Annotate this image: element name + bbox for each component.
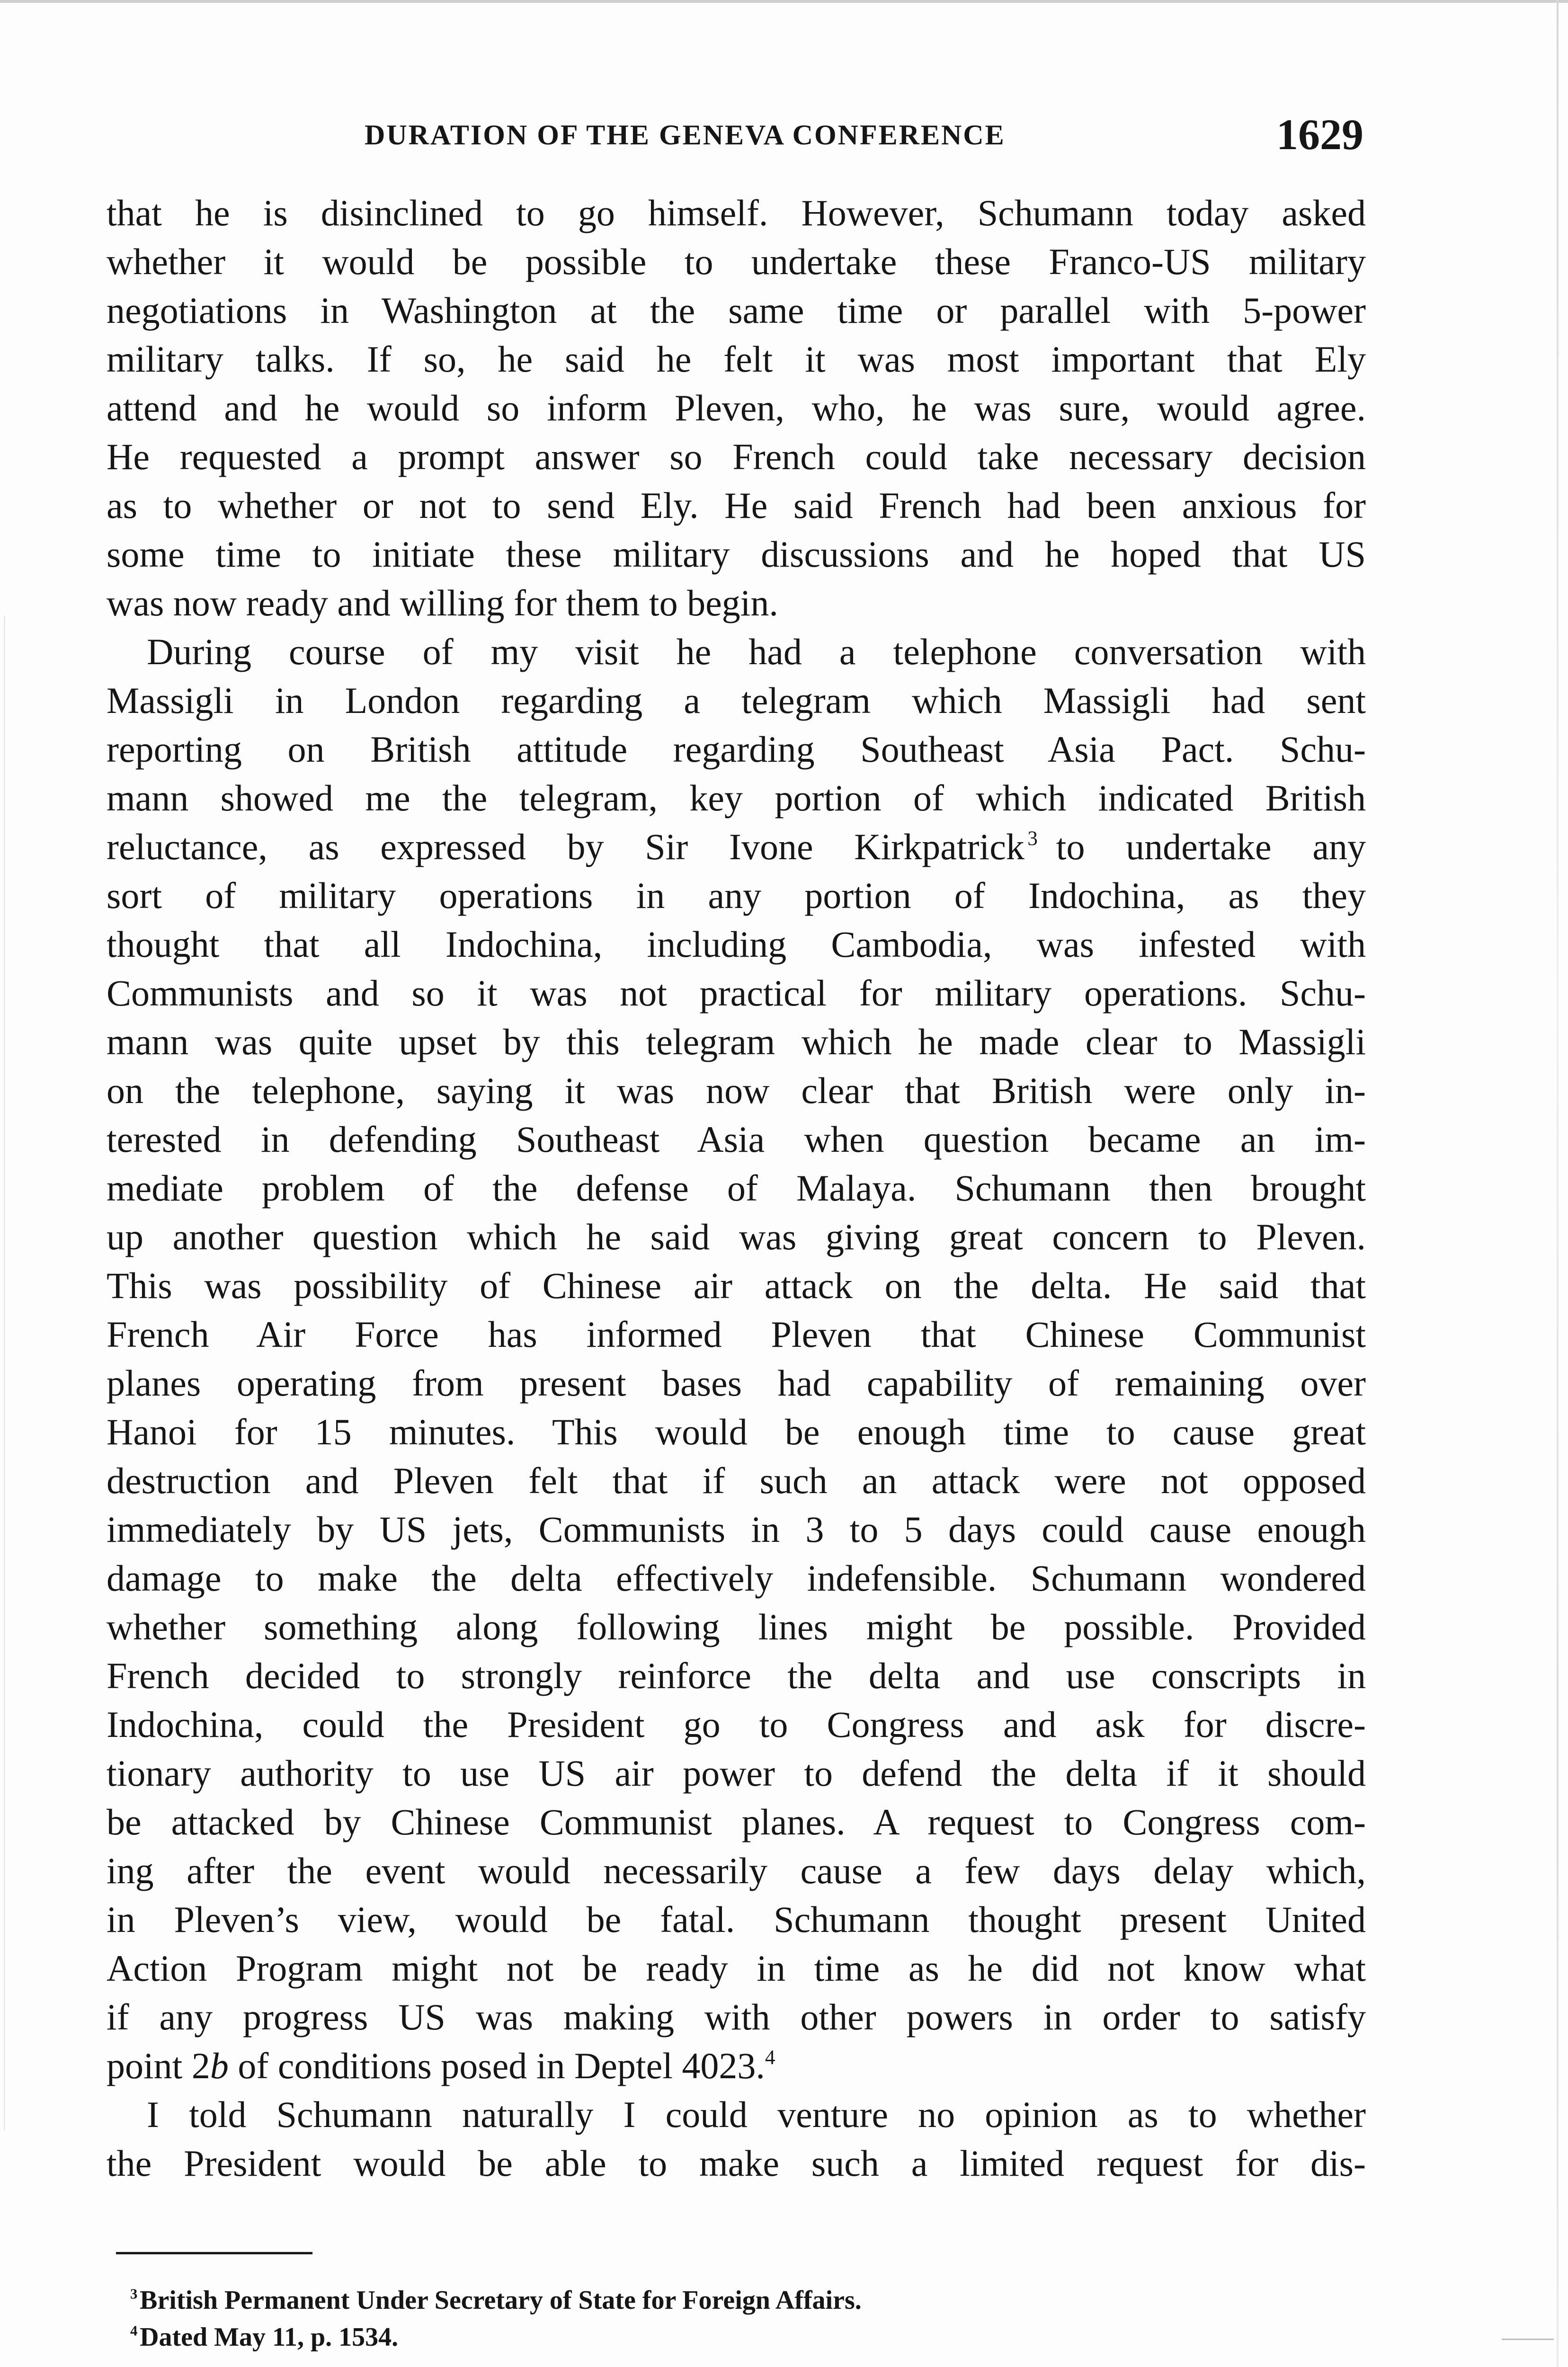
italic-text: b: [210, 2045, 229, 2086]
scan-edge-right: [1557, 0, 1559, 2367]
text-line: on the telephone, saying it was now clear that British were only in-: [107, 1070, 1366, 1111]
footnote: [116, 2319, 1300, 2356]
text-line: This was possibility of Chinese air attack on the delta. He said that: [107, 1265, 1366, 1306]
text-line: French decided to strongly reinforce the delta and use conscripts in: [107, 1655, 1366, 1696]
scan-edge-top: [0, 0, 1568, 3]
text-line: whether something along following lines might be possible. Provided: [107, 1606, 1366, 1647]
text-line: reporting on British attitude regarding Southeast Asia Pact. Schu-: [107, 729, 1366, 770]
footnote-reference: 3: [1027, 827, 1038, 850]
footnote-text: Dated May 11, p. 1534.: [140, 2323, 399, 2352]
text-line: immediately by US jets, Communists in 3 to 5 days could cause enough: [107, 1509, 1366, 1550]
footnote-rule: [116, 2252, 312, 2254]
text-line: if any progress US was making with other powers in order to satisfy: [107, 1996, 1366, 2038]
footnote-marker: 4: [130, 2323, 138, 2339]
body-text: [107, 188, 1366, 2188]
text-line: sort of military operations in any portion of Indochina, as they: [107, 875, 1366, 916]
scan-edge-mark: [1502, 2339, 1554, 2340]
text-line: as to whether or not to send Ely. He said French had been anxious for: [107, 485, 1366, 526]
text-line: mann showed me the telegram, key portion of which indicated British: [107, 777, 1366, 819]
text-line: destruction and Pleven felt that if such an attack were not opposed: [107, 1460, 1366, 1501]
text-line: Massigli in London regarding a telegram which Massigli had sent: [107, 680, 1366, 721]
text-line: in Pleven’s view, would be fatal. Schumann thought present United: [107, 1899, 1366, 1940]
footnote-text: British Permanent Under Secretary of State for Foreign Affairs.: [140, 2286, 862, 2315]
text-line: up another question which he said was giving great concern to Pleven.: [107, 1216, 1366, 1257]
text-line: military talks. If so, he said he felt it was most important that Ely: [107, 338, 1366, 380]
text-line: planes operating from present bases had capability of remaining over: [107, 1362, 1366, 1404]
text-line: Hanoi for 15 minutes. This would be enough time to cause great: [107, 1411, 1366, 1452]
text-line: negotiations in Washington at the same time or parallel with 5-power: [107, 290, 1366, 331]
text-line: the President would be able to make such a limited request for dis-: [107, 2143, 1366, 2184]
text-line: damage to make the delta effectively indefensible. Schumann wondered: [107, 1557, 1366, 1599]
running-head-title: DURATION OF THE GENEVA CONFERENCE: [365, 119, 1006, 151]
text-fragment: point 2: [107, 2045, 210, 2086]
text-line: During course of my visit he had a telephone conversation with: [147, 631, 1366, 672]
text-line: I told Schumann naturally I could venture no opinion as to whether: [147, 2094, 1366, 2135]
text-line: ing after the event would necessarily cause a few days delay which,: [107, 1850, 1366, 1891]
page-number: 1629: [1276, 110, 1363, 159]
text-fragment: of conditions posed in Deptel 4023.: [228, 2045, 765, 2086]
text-line: whether it would be possible to undertake these Franco-US military: [107, 241, 1366, 282]
text-fragment: reluctance, as expressed by Sir Ivone Kirkpatrick: [107, 826, 1025, 867]
text-line: was now ready and willing for them to begin.: [107, 582, 778, 623]
running-head: [104, 110, 1363, 159]
text-line: French Air Force has informed Pleven that Chinese Communist: [107, 1314, 1366, 1355]
text-line: [107, 2041, 1366, 2090]
text-line: tionary authority to use US air power to defend the delta if it should: [107, 1753, 1366, 1794]
text-line: Communists and so it was not practical for military operations. Schu-: [107, 972, 1366, 1014]
text-line: He requested a prompt answer so French could take necessary decision: [107, 436, 1366, 477]
text-line: mann was quite upset by this telegram which he made clear to Massigli: [107, 1021, 1366, 1062]
footnotes: [116, 2282, 1300, 2356]
text-line: be attacked by Chinese Communist planes. A request to Congress com-: [107, 1801, 1366, 1842]
text-fragment: to undertake any: [1056, 826, 1366, 867]
text-line: thought that all Indochina, including Cambodia, was infested with: [107, 924, 1366, 965]
text-line: attend and he would so inform Pleven, who, he was sure, would agree.: [107, 387, 1366, 428]
text-line: that he is disinclined to go himself. However, Schumann today asked: [107, 192, 1366, 233]
footnote-marker: 3: [130, 2286, 138, 2302]
footnote-reference: 4: [765, 2046, 775, 2069]
text-line: some time to initiate these military discussions and he hoped that US: [107, 534, 1366, 575]
text-line: [107, 822, 1366, 871]
scan-edge-left: [4, 615, 5, 2130]
footnote: [116, 2282, 1300, 2319]
text-line: mediate problem of the defense of Malaya. Schumann then brought: [107, 1167, 1366, 1209]
text-line: terested in defending Southeast Asia when question became an im-: [107, 1119, 1366, 1160]
text-line: Indochina, could the President go to Congress and ask for discre-: [107, 1704, 1366, 1745]
text-line: Action Program might not be ready in time as he did not know what: [107, 1948, 1366, 1989]
